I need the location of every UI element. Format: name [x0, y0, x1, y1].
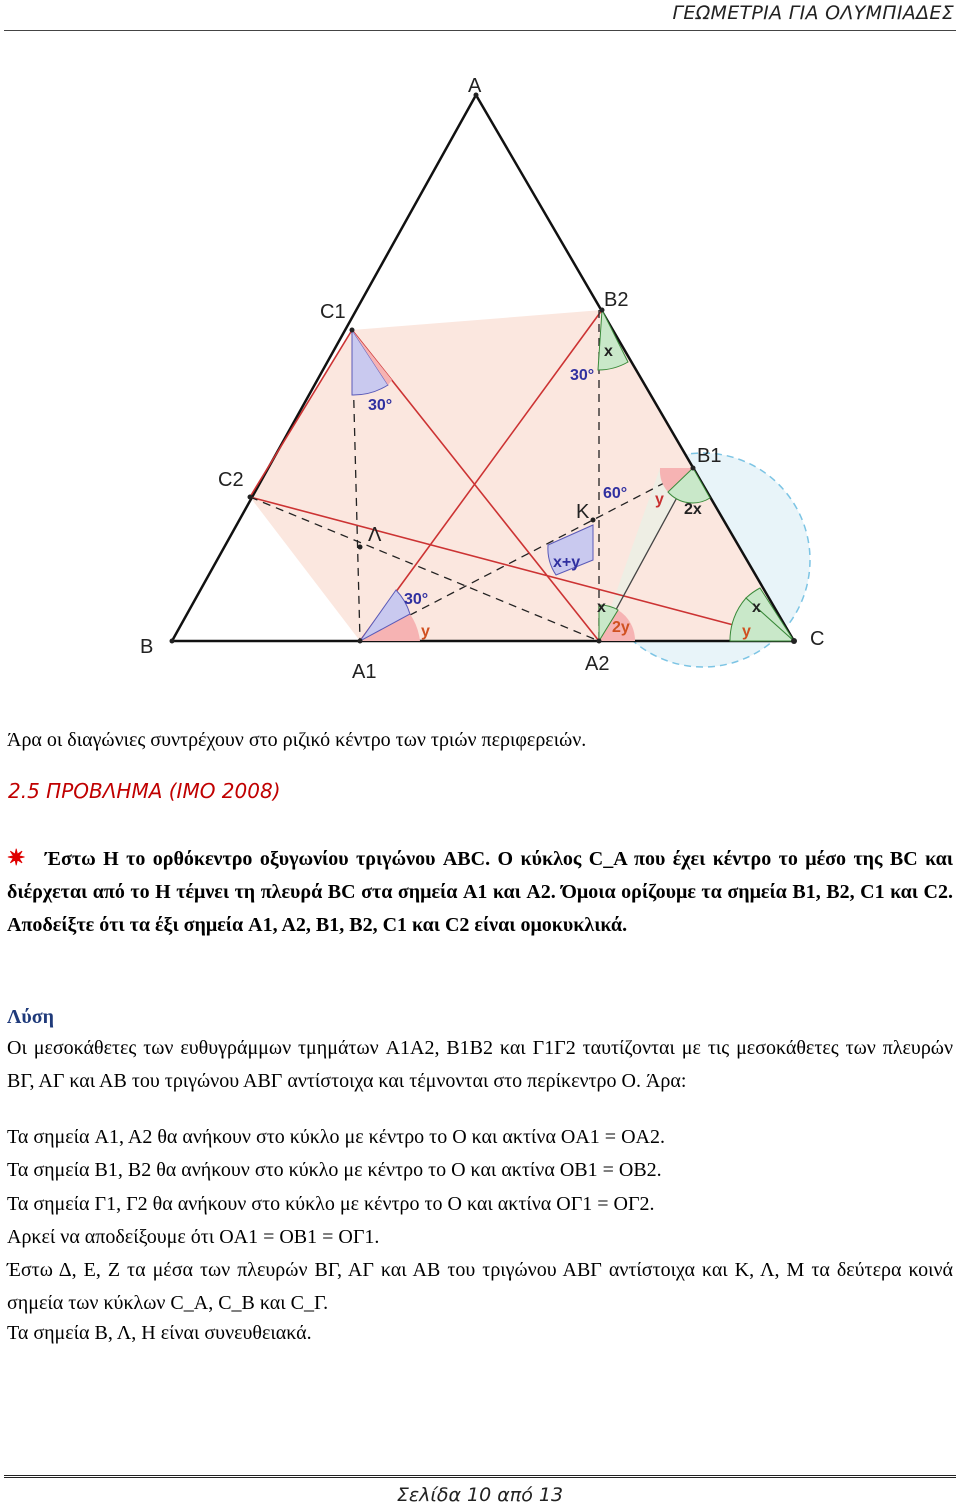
section-title: 2.5 ΠΡΟΒΛΗΜΑ (IMO 2008): [8, 779, 281, 803]
label-B2: B2: [604, 289, 629, 311]
solution-para-6: Έστω Δ, Ε, Ζ τα μέσα των πλευρών ΒΓ, ΑΓ και ΑΒ του τριγώνου ΑΒΓ αντίστοιχα και Κ, Λ, Μ τα δεύτερα κοινά σημεία των κύκλων C_A, C_B και C_Γ.: [7, 1259, 953, 1314]
label-B: B: [140, 636, 154, 658]
angle-label-b2-x: x: [604, 343, 613, 360]
label-C2: C2: [218, 469, 244, 491]
angle-label-b2-30: 30°: [570, 367, 595, 384]
label-A: A: [468, 75, 482, 97]
solution-title: Λύση: [7, 1006, 54, 1028]
label-A2: A2: [585, 653, 610, 675]
label-C1: C1: [320, 301, 346, 323]
problem-text: Έστω H το ορθόκεντρο οξυγωνίου τριγώνου ABC. Ο κύκλος C_A που έχει κέντρο το μέσο της BC και διέρχεται από το H τέμνει τη πλευρά BC στα σημεία A1 και A2. Όμοια ορίζουμε τα σημεία B1, B2, C1 και C2. Αποδείξτε ότι τα έξι σημεία A1, A2, B1, B2, C1 και C2 είναι ομοκυκλικά.: [7, 848, 953, 936]
angle-b2: [598, 310, 628, 370]
header-rule: [4, 30, 956, 31]
star-icon: ✷: [7, 845, 26, 870]
solution-line-4: Τα σημεία Γ1, Γ2 θα ανήκουν στο κύκλο με κέντρο το O και ακτίνα OΓ1 = OΓ2.: [7, 1193, 655, 1215]
footer-rule: [4, 1475, 956, 1478]
angle-label-c-y: y: [742, 623, 751, 640]
solution-para-1: Οι μεσοκάθετες των ευθυγράμμων τμημάτων A1A2, B1B2 και Γ1Γ2 ταυτίζονται με τις μεσοκάθετες των πλευρών ΒΓ, ΑΓ και ΑΒ του τριγώνου ΑΒΓ αντίστοιχα και τέμνονται στο περίκεντρο O. Άρα:: [7, 1037, 953, 1092]
angle-label-a2-2y: 2y: [612, 619, 630, 636]
angle-label-b1-y: y: [655, 491, 664, 508]
geometry-figure: [0, 34, 960, 734]
solution-line-5: Αρκεί να αποδείξουμε ότι OA1 = OB1 = OΓ1.: [7, 1226, 380, 1248]
angle-label-a2-x: x: [597, 599, 606, 616]
label-C: C: [810, 628, 825, 650]
angle-label-b1-60: 60°: [603, 485, 628, 502]
angle-label-c-x: x: [752, 599, 761, 616]
problem-statement: [7, 841, 953, 942]
angle-label-c1-30: 30°: [368, 397, 393, 414]
label-K: K: [576, 501, 590, 523]
angle-label-b1-2x: 2x: [684, 501, 702, 518]
page-footer: Σελίδα 10 από 13: [396, 1484, 564, 1506]
solution-line-7: Τα σημεία Β, Λ, Η είναι συνευθειακά.: [7, 1322, 312, 1344]
angle-label-a1-y: y: [421, 623, 430, 640]
angle-label-a1-30: 30°: [404, 591, 429, 608]
page-header: ΓΕΩΜΕΤΡΙΑ ΓΙΑ ΟΛΥΜΠΙΑΔΕΣ: [672, 2, 954, 24]
solution-line-2: Τα σημεία A1, A2 θα ανήκουν στο κύκλο με κέντρο το O και ακτίνα OA1 = OA2.: [7, 1126, 665, 1148]
label-L: Λ: [368, 524, 382, 546]
angle-label-k-xy: x+y: [553, 554, 581, 571]
label-B1: B1: [697, 445, 722, 467]
label-A1: A1: [352, 661, 377, 683]
conclusion-line: Άρα οι διαγώνιες συντρέχουν στο ριζικό κέντρο των τριών περιφερειών.: [7, 729, 587, 751]
solution-line-3: Τα σημεία B1, B2 θα ανήκουν στο κύκλο με κέντρο το O και ακτίνα OB1 = OB2.: [7, 1159, 662, 1181]
